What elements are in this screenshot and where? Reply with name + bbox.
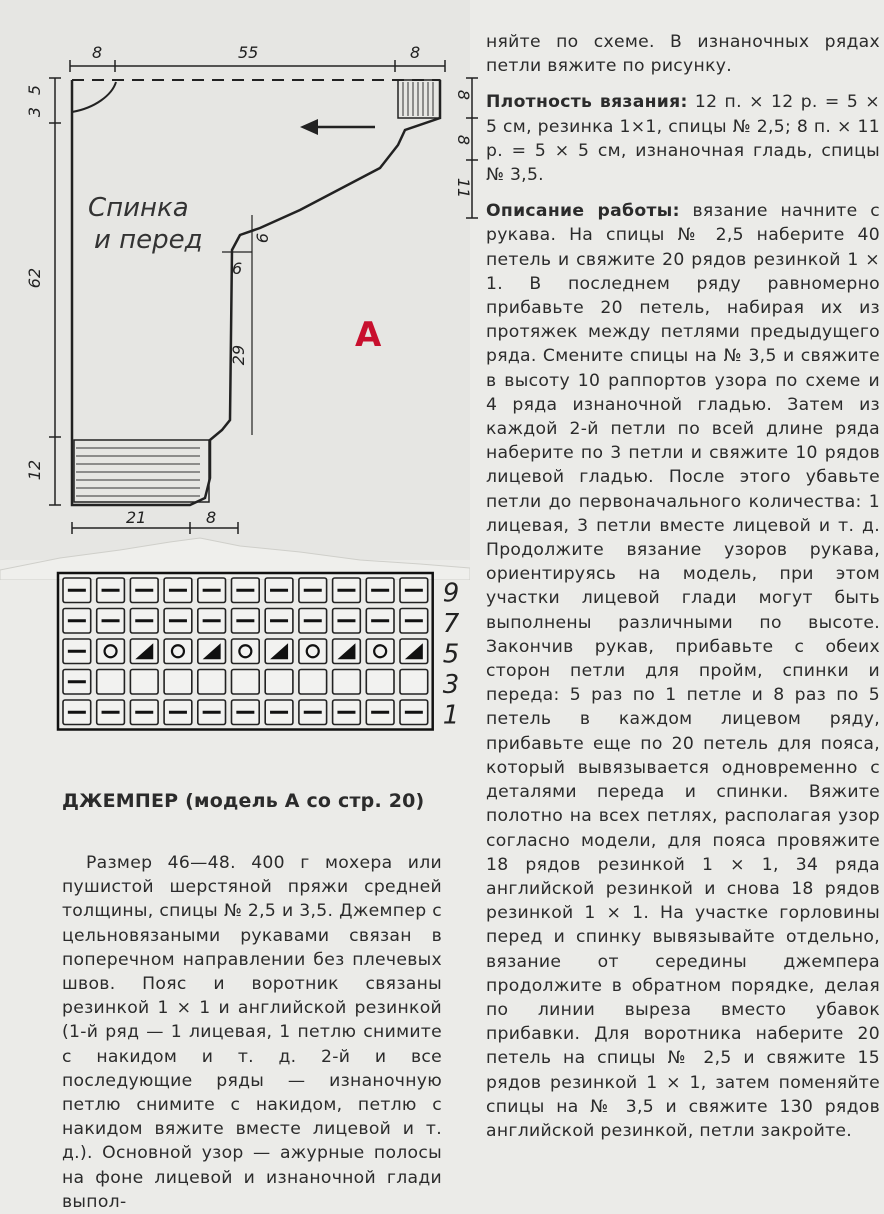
model-letter: A xyxy=(355,315,382,355)
chart-cell xyxy=(400,670,428,695)
article-heading: ДЖЕМПЕР (модель А со стр. 20) xyxy=(62,790,425,812)
work-paragraph xyxy=(486,199,880,1143)
dim-left-bottom: 12 xyxy=(25,459,44,481)
chart-cell xyxy=(97,639,125,664)
work-title: Описание работы: xyxy=(486,201,680,222)
density-text: 12 п. × 12 р. = 5 × 5 см, резинка 1×1, спицы № 2,5; 8 п. × 11 р. = 5 × 5 см, изнаночная гладь, спицы № 3,5. xyxy=(486,92,881,186)
density-paragraph xyxy=(486,90,880,187)
dim-top-left: 8 xyxy=(92,43,103,62)
density-title: Плотность вязания: xyxy=(486,92,688,113)
dim-left-top1: 5 xyxy=(25,84,44,96)
intro-paragraph: няйте по схеме. В изнаночных рядах петли вяжите по рисунку. xyxy=(486,32,880,77)
knitting-chart xyxy=(50,570,470,750)
chart-cell xyxy=(198,670,226,695)
materials-paragraph: Размер 46—48. 400 г мохера или пушистой шерстяной пряжи средней толщины, спицы № 2,5 и 3,5. Джемпер с цельновязаными рукавами связан в поперечном направлении без плечевых швов. Пояс и воротник связаны резинкой 1 × 1 и английской резинкой (1-й ряд — 1 лицевая, 1 петлю снимите с накидом и т. д. 2-й и все последующие ряды — изнаночную петлю снимите с накидом, петлю с накидом вяжите вместе лицевой и т. д.). Основной узор — ажурные полосы на фоне лицевой и изнаночной глади выпол- xyxy=(62,853,442,1212)
dim-bottom-2: 8 xyxy=(206,508,217,527)
chart-cell xyxy=(164,639,192,664)
direction-arrow xyxy=(300,119,375,135)
dim-neck-a: 6 xyxy=(253,232,272,244)
chart-cell xyxy=(265,639,293,664)
chart-cell xyxy=(265,670,293,695)
dim-right-2: 8 xyxy=(454,134,473,146)
label-back-front-1: Спинка xyxy=(88,193,189,223)
waist-ribbing xyxy=(74,440,209,502)
dim-top-mid: 55 xyxy=(238,43,259,62)
chart-cell xyxy=(366,639,394,664)
row-number: 5 xyxy=(442,639,460,670)
left-text-column xyxy=(62,851,442,1214)
chart-cell xyxy=(366,670,394,695)
garment-outline xyxy=(72,80,440,505)
cuff-ribbing xyxy=(398,80,440,118)
row-number: 1 xyxy=(442,700,460,731)
chart-cell xyxy=(232,639,260,664)
chart-cell xyxy=(97,670,125,695)
dim-neck-b: 6 xyxy=(232,259,243,278)
row-number: 9 xyxy=(442,578,460,609)
dim-right-3: 11 xyxy=(454,177,473,199)
chart-cell xyxy=(164,670,192,695)
dim-right-1: 8 xyxy=(454,89,473,101)
row-number: 7 xyxy=(442,609,460,639)
label-back-front-2: и перед xyxy=(94,225,203,255)
row-number: 3 xyxy=(442,670,460,700)
chart-cell xyxy=(299,639,327,664)
right-text-column xyxy=(486,30,880,1143)
dim-left-main: 62 xyxy=(25,267,44,289)
chart-cell xyxy=(130,670,158,695)
chart-cell xyxy=(299,670,327,695)
work-text: вязание начните с рукава. На спицы № 2,5 наберите 40 петель и свяжите 20 рядов резинкой 1 × 1. В последнем ряду равномерно прибавьте 20 петель, набирая их из протяжек между петлями предыдущего ряда. Смените спицы на № 3,5 и свяжите в высоту 10 раппортов узора по схеме и 4 ряда изнаночной гладью. Затем из каждой 2-й петли по всей длине ряда наберите по 3 петли и свяжите 10 рядов лицевой гладью. После этого убавьте петли до первоначального количества: 1 лицевая, 3 петли вместе лицевой и т. д. Продолжите вязание узоров рукава, ориентируясь на модель, при этом участки лицевой глади могут быть выполнены различными по высоте. Закончив рукав, прибавьте с обеих сторон петли для пройм, спинки и переда: 5 раз по 1 петле и 8 раз по 5 петель в каждом лицевом ряду, прибавьте еще по 20 петель для пояса, который вывязывается одновременно с деталями переда и спинки. Вяжите полотно на всех петлях, располагая узор согласно модели, для пояса провяжите 18 рядов резинкой 1 × 1, 34 ряда английской резинкой и снова 18 рядов резинкой 1 × 1. На участке горловины перед и спинку вывязывайте отдельно, вязание от середины джемпера продолжите в обратном порядке, делая по линии выреза вместо убавок прибавки. Для воротника наберите 20 петель на спицы № 2,5 и свяжите 15 рядов резинкой 1 × 1, затем поменяйте спицы на № 3,5 и свяжите 130 рядов английской резинкой, петли закройте. xyxy=(486,201,880,1141)
neckline-curve xyxy=(72,82,116,112)
pattern-diagram xyxy=(0,0,480,560)
dim-side: 29 xyxy=(229,344,248,366)
dim-bottom-1: 21 xyxy=(126,508,147,527)
dim-left-top2: 3 xyxy=(25,106,44,118)
chart-cell xyxy=(333,670,361,695)
dim-top-right: 8 xyxy=(410,43,421,62)
chart-cell xyxy=(232,670,260,695)
